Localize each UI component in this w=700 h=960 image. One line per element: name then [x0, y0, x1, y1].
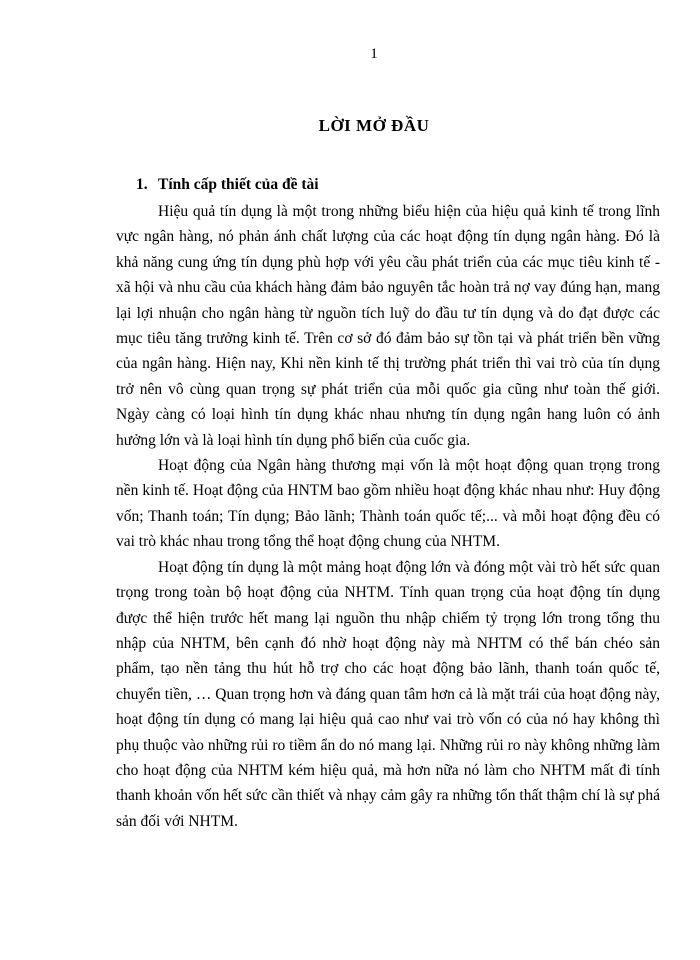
document-title: LỜI MỞ ĐẦU	[318, 116, 430, 135]
body-text	[116, 199, 660, 834]
paragraph: Hoạt động của Ngân hàng thương mại vốn là một hoạt động quan trọng trong nền kinh tế. Hoạt động của HNTM bao gồm nhiều hoạt động khác nhau như: Huy động vốn; Thanh toán; Tín dụng; Bảo lãnh; Thành toán quốc tế;... và mỗi hoạt động đều có vai trò khác nhau trong tổng thể hoạt động chung của NHTM.	[116, 457, 660, 551]
paragraph: Hiệu quả tín dụng là một trong những biểu hiện của hiệu quả kinh tế trong lĩnh vực ngân hàng, nó phản ánh chất lượng của các hoạt động tín dụng ngân hàng. Đó là khả năng cung ứng tín dụng phù hợp với yêu cầu phát triển của các mục tiêu kinh tế - xã hội và nhu cầu của khách hàng đảm bảo nguyên tắc hoàn trả nợ vay đúng hạn, mang lại lợi nhuận cho ngân hàng từ nguồn tích luỹ do đầu tư tín dụng và do đạt được các mục tiêu tăng trưởng kinh tế. Trên cơ sở đó đảm bảo sự tồn tại và phát triển bền vững của ngân hàng. Hiện nay, Khi nền kinh tế thị trường phát triển thì vai trò của tín dụng trở nên vô cùng quan trọng sự phát triển của mỗi quốc gia cũng như toàn thế giới. Ngày càng có loại hình tín dụng khác nhau nhưng tín dụng ngân hang luôn có ảnh hưởng lớn và là loại hình tín dụng phổ biến của cuốc gia.	[116, 203, 660, 449]
paragraph: Hoạt động tín dụng là một mảng hoạt động lớn và đóng một vài trò hết sức quan trọng trong toàn bộ hoạt động của NHTM. Tính quan trọng của hoạt động tín dụng được thể hiện trước hết mang lại nguồn thu nhập chiếm tỷ trọng lớn trong tổng thu nhập của NHTM, bên cạnh đó nhờ hoạt động này mà NHTM có thể bán chéo sản phẩm, tạo nền tảng thu hút hỗ trợ cho các hoạt động bảo lãnh, thanh toán quốc tế, chuyển tiền, … Quan trọng hơn và đáng quan tâm hơn cả là mặt trái của hoạt động này, hoạt động tín dụng có mang lại hiệu quả cao như vai trò vốn có của nó hay không thì phụ thuộc vào những rủi ro tiềm ẩn do nó mang lại. Những rủi ro này không những làm cho hoạt động của NHTM kém hiệu quả, mà hơn nữa nó làm cho NHTM mất đi tính thanh khoản vốn hết sức cần thiết và nhạy cảm gây ra những tổn thất thậm chí là sự phá sản đối với NHTM.	[116, 558, 660, 830]
section-heading	[136, 176, 319, 194]
section-number: 1.	[136, 176, 148, 193]
section-heading-text: Tính cấp thiết của đề tài	[158, 176, 319, 193]
page-number: 1	[370, 46, 378, 62]
